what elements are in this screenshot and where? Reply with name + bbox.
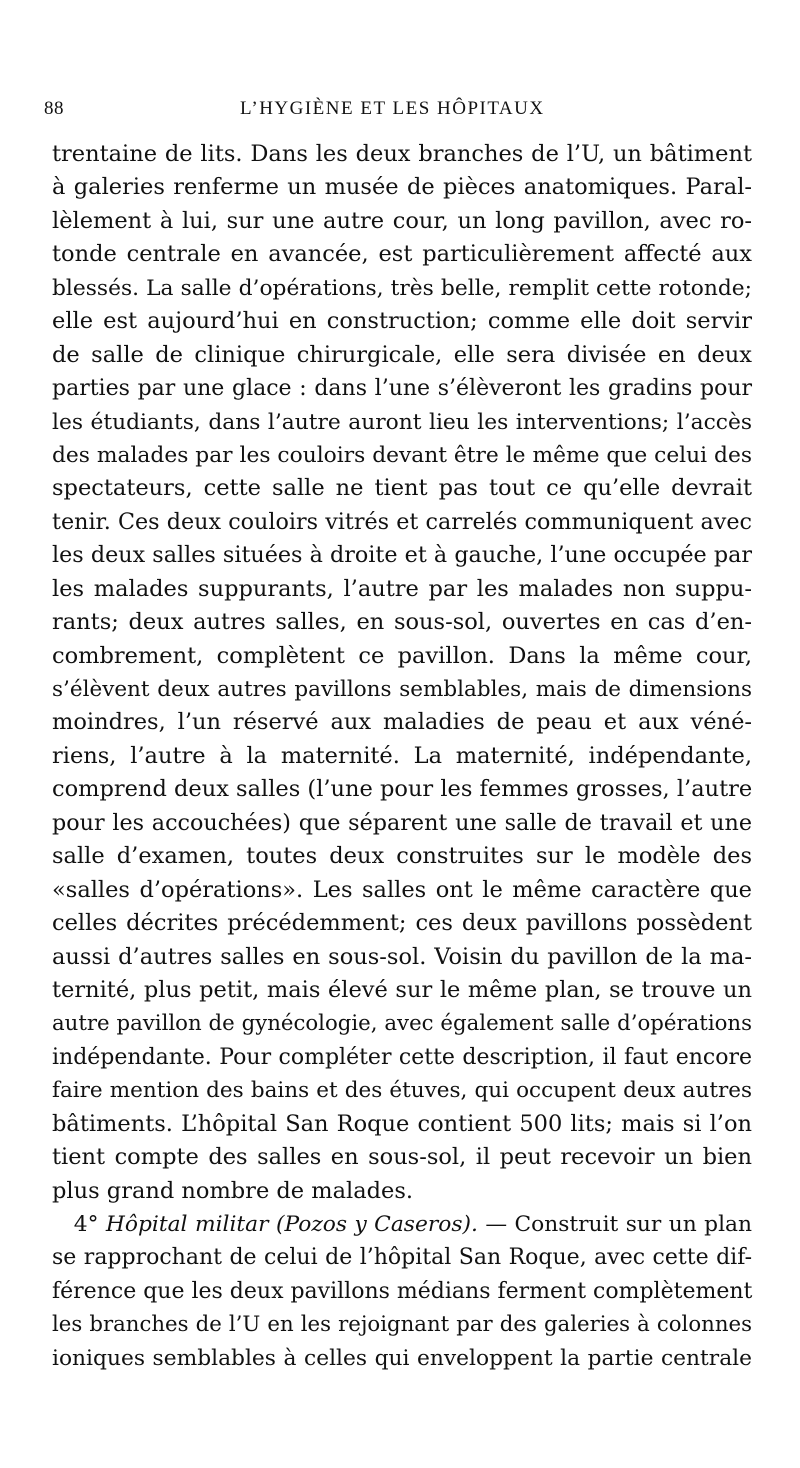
text-line: les deux salles situées à droite et à gauche, l’une occupée par bbox=[52, 542, 752, 569]
text-line: aussi d’autres salles en sous-sol. Voisin du pavillon de la ma- bbox=[52, 943, 752, 970]
text-line: s’élèvent deux autres pavillons semblables, mais de dimensions bbox=[52, 677, 752, 702]
text-line: blessés. La salle d’opérations, très belle, remplit cette rotonde; bbox=[52, 275, 752, 301]
text-line: trentaine de lits. Dans les deux branches de l’U, un bâtiment bbox=[52, 141, 752, 167]
text-line: moindres, l’un réservé aux maladies de peau et aux véné- bbox=[52, 709, 752, 736]
text-line: tient compte des salles en sous-sol, il peut recevoir un bien bbox=[52, 1144, 752, 1171]
text-line: elle est aujourd’hui en construction; comme elle doit servir bbox=[52, 308, 752, 335]
section-title: Hôpital militar bbox=[105, 1212, 269, 1237]
text-line: tonde centrale en avancée, est particulièrement affecté aux bbox=[52, 241, 752, 268]
text-line: les malades suppurants, l’autre par les malades non suppu- bbox=[52, 575, 752, 602]
text-line: pour les accouchées) que séparent une salle de travail et une bbox=[52, 809, 752, 836]
text-line: combrement, complètent ce pavillon. Dans la même cour, bbox=[52, 642, 752, 669]
body-text bbox=[52, 138, 752, 1375]
text-line: des malades par les couloirs devant être le même que celui des bbox=[52, 442, 752, 468]
section-first-line-text: Construit sur un plan bbox=[514, 1212, 752, 1237]
text-line: faire mention des bains et des étuves, qui occupent deux autres bbox=[52, 1078, 752, 1104]
text-line: bâtiments. L’hôpital San Roque contient 500 lits; mais si l’on bbox=[52, 1110, 752, 1137]
text-line: indépendante. Pour compléter cette description, il faut encore bbox=[52, 1044, 752, 1070]
text-line: tenir. Ces deux couloirs vitrés et carrelés communiquent avec bbox=[52, 508, 752, 535]
text-line: ternité, plus petit, mais élevé sur le même plan, se trouve un bbox=[52, 976, 752, 1003]
text-line: spectateurs, cette salle ne tient pas tout ce qu’elle devrait bbox=[52, 475, 752, 502]
text-line: férence que les deux pavillons médians ferment complètement bbox=[52, 1278, 753, 1304]
text-line: de salle de clinique chirurgicale, elle sera divisée en deux bbox=[52, 341, 752, 368]
text-line: les étudiants, dans l’autre auront lieu les interventions; l’accès bbox=[52, 409, 752, 435]
section-location: (Pozos y Caseros). bbox=[275, 1212, 478, 1237]
text-line: se rapprochant de celui de l’hôpital San Roque, avec cette dif- bbox=[52, 1245, 752, 1271]
text-line: les branches de l’U en les rejoignant par des galeries à colonnes bbox=[52, 1312, 752, 1338]
paragraph-end-line: plus grand nombre de malades. bbox=[52, 1177, 414, 1204]
text-line: rants; deux autres salles, en sous-sol, ouvertes en cas d’en- bbox=[52, 609, 752, 636]
text-line: parties par une glace : dans l’une s’élèveront les gradins pour bbox=[52, 376, 752, 402]
section-dash: — bbox=[477, 1212, 515, 1237]
running-title: L’HYGIÈNE ET LES HÔPITAUX bbox=[240, 98, 545, 119]
section-number: 4° bbox=[73, 1212, 99, 1237]
text-line: lèlement à lui, sur une autre cour, un long pavillon, avec ro- bbox=[52, 207, 752, 234]
section-heading-line bbox=[52, 1208, 752, 1241]
page-number: 88 bbox=[44, 98, 64, 119]
text-line: ioniques semblables à celles qui enveloppent la partie centrale bbox=[52, 1345, 752, 1371]
text-line: comprend deux salles (l’une pour les femmes grosses, l’autre bbox=[52, 776, 753, 803]
text-line: riens, l’autre à la maternité. La maternité, indépendante, bbox=[52, 742, 752, 769]
text-line: à galeries renferme un musée de pièces anatomiques. Paral- bbox=[52, 174, 752, 201]
text-line: autre pavillon de gynécologie, avec également salle d’opérations bbox=[52, 1011, 752, 1037]
text-line: «salles d’opérations». Les salles ont le même caractère que bbox=[52, 876, 752, 903]
text-line: celles décrites précédemment; ces deux pavillons possèdent bbox=[52, 910, 752, 937]
text-line: salle d’examen, toutes deux construites sur le modèle des bbox=[52, 843, 752, 870]
